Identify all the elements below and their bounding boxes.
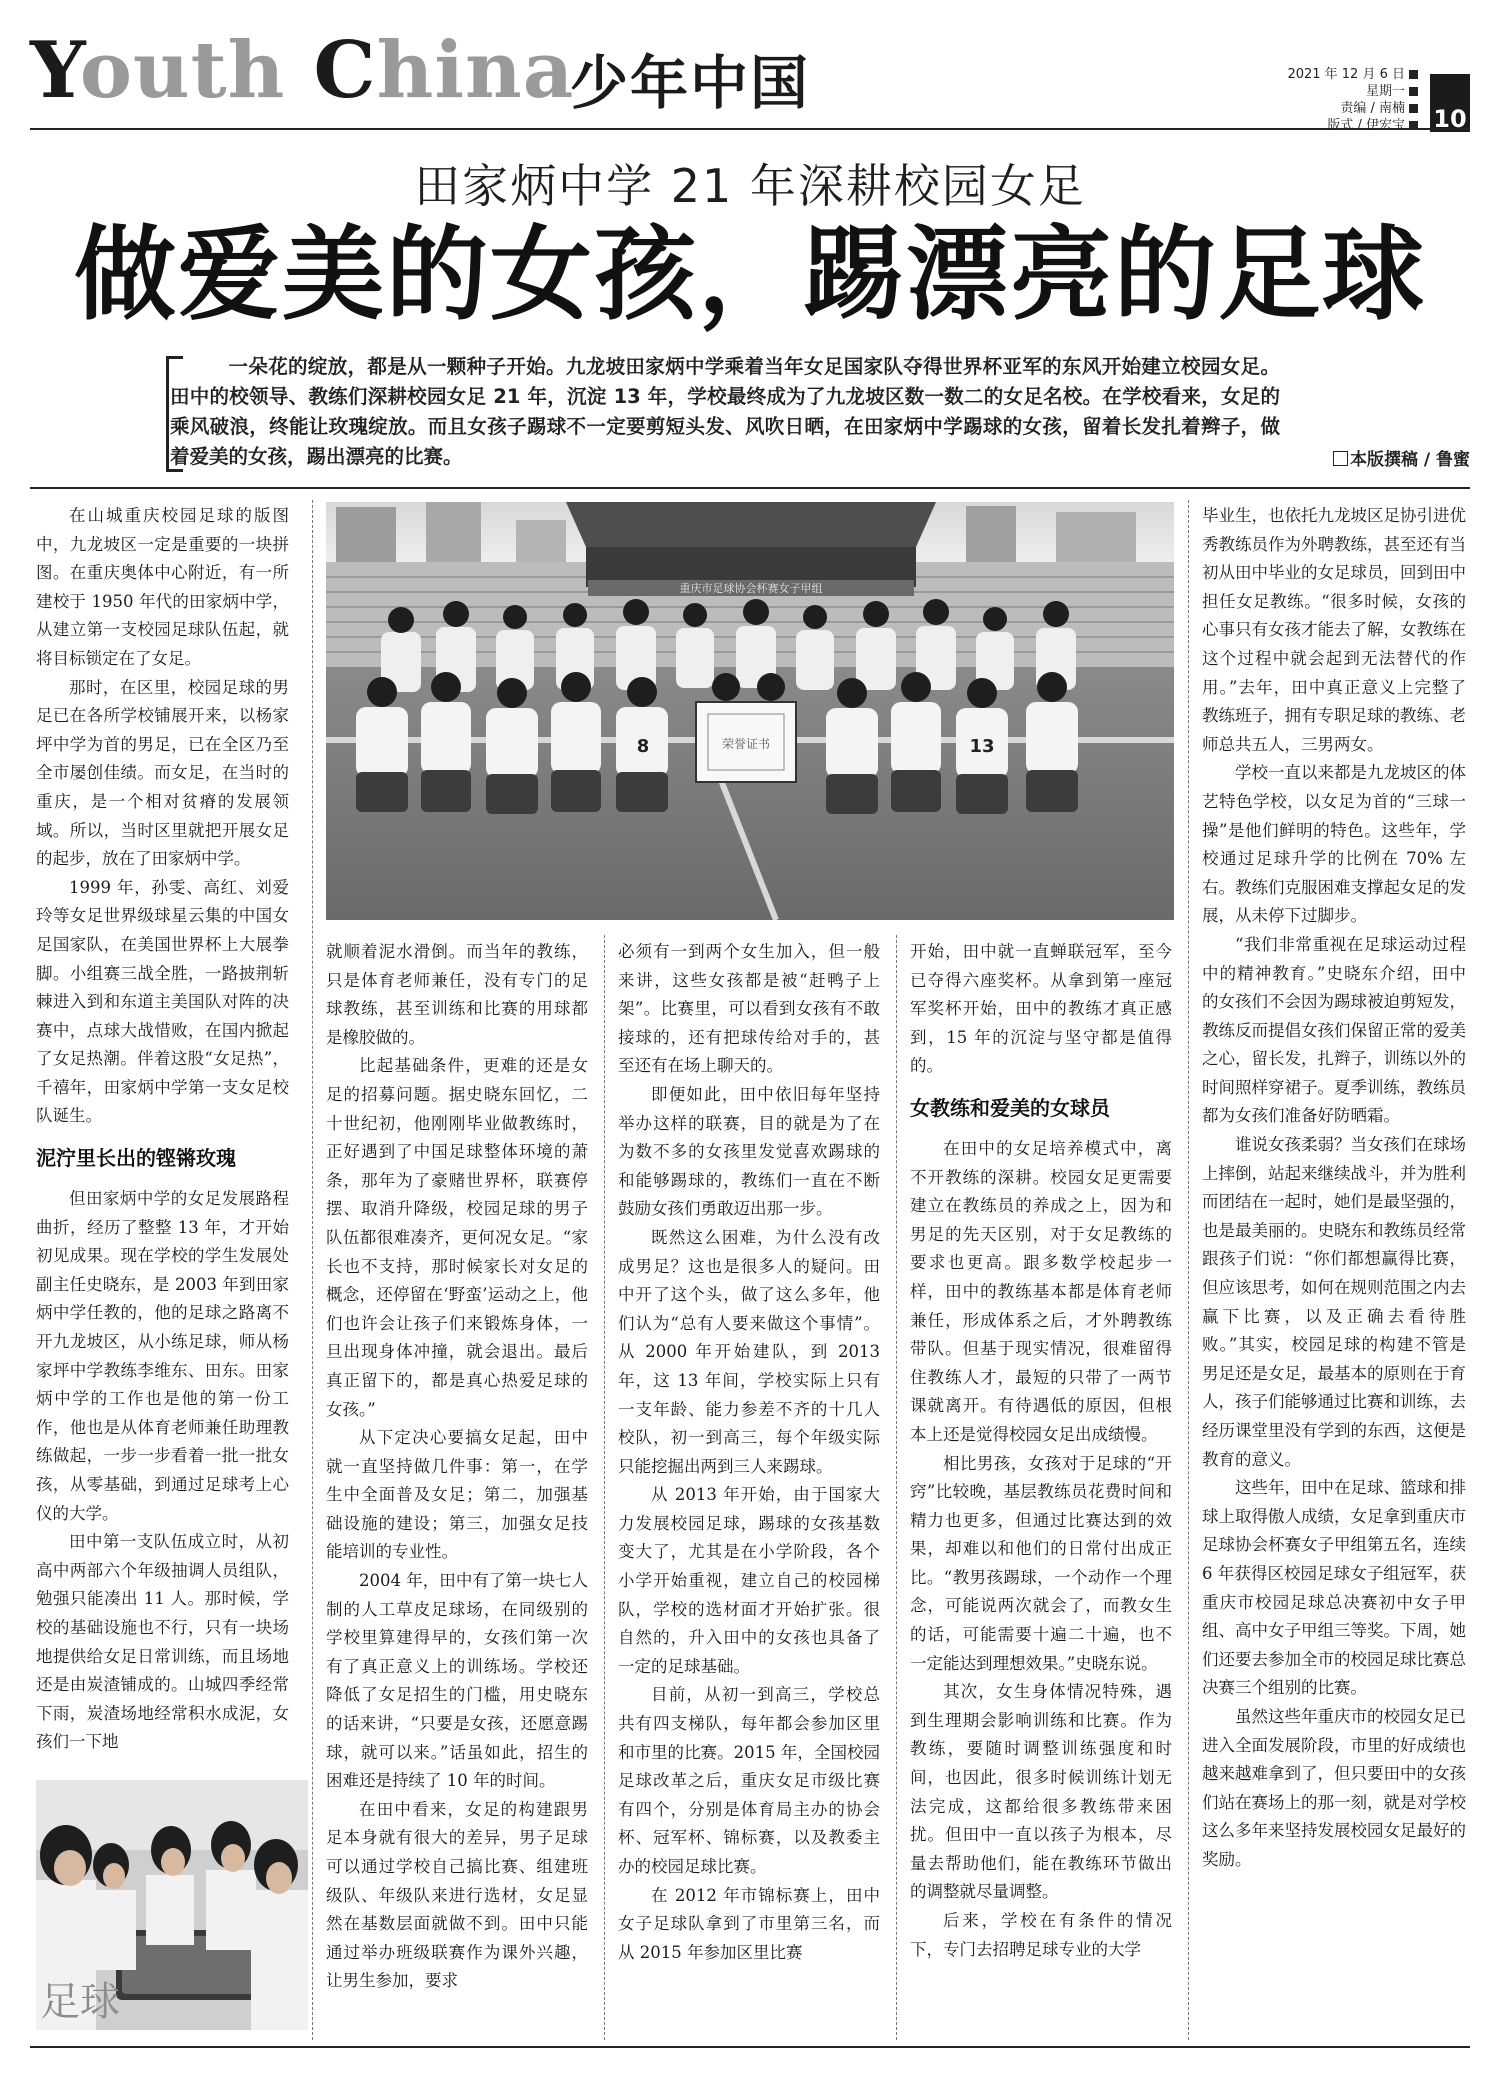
paragraph: 学校一直以来都是九龙坡区的体艺特色学校，以女足为首的“三球一操”是他们鲜明的特色。这些年，学校通过足球升学的比例在 70% 左右。教练们克服困难支撑起女足的发展，从未停下过脚步。: [1202, 763, 1466, 926]
paragraph: 就顺着泥水滑倒。而当年的教练，只是体育老师兼任，没有专门的足球教练，甚至训练和比赛的用球都是橡胶做的。: [326, 942, 588, 1047]
jersey-text: 足球: [40, 1979, 120, 2025]
paragraph: 即便如此，田中依旧每年坚持举办这样的联赛，目的就是为了在为数不多的女孩里发觉喜欢踢球的和能够踢球的，教练们一直在不断鼓励女孩们勇敢迈出那一步。: [618, 1084, 880, 1219]
paragraph: 在田中看来，女足的构建跟男足本身就有很大的差异，男子足球可以通过学校自己搞比赛、组建班级队、年级队来进行选材，女足显然在基数层面就做不到。田中只能通过举办班级联赛作为课外兴趣，让男生参加，要求: [326, 1799, 588, 1991]
column-divider: [604, 935, 605, 2040]
issue-date: 2021 年 12 月 6 日: [1287, 67, 1405, 82]
article-column-2: [326, 938, 588, 2038]
paragraph: 那时，在区里，校园足球的男足已在各所学校铺展开来，以杨家坪中学为首的男足，已在全区乃至全市屡创佳绩。而女足，在当时的重庆，是一个相对贫瘠的发展领域。所以，当时区里就把开展女足的起步，放在了田家炳中学。: [36, 677, 289, 869]
section-heading: 女教练和爱美的女球员: [910, 1095, 1110, 1120]
paragraph: 相比男孩，女孩对于足球的“开窍”比较晚，基层教练员花费时间和精力也更多，但通过比赛达到的效果，却难以和他们的日常付出成正比。“教男孩踢球，一个动作一个理念，可能说两次就会了，而教女生的话，可能需要十遍二十遍，也不一定能达到理想效果。”史晓东说。: [910, 1453, 1172, 1673]
team-photo-image: [326, 502, 1174, 920]
article-column-5: [1202, 502, 1466, 2038]
square-marker-icon: [1409, 70, 1418, 79]
paragraph: 这些年，田中在足球、篮球和排球上取得傲人成绩，女足拿到重庆市足球协会杯赛女子甲组第五名，连续 6 年获得区校园足球女子组冠军，获重庆市校园足球总决赛初中女子甲组、高中女子甲组三等奖。下周，她们还要去参加全市的校园足球比赛总决赛三个组别的比赛。: [1202, 1478, 1466, 1698]
byline: 本版撰稿 / 鲁蜜: [1333, 445, 1470, 470]
column-divider: [312, 500, 313, 2040]
masthead-rule: [30, 128, 1470, 130]
designer-credit: 版式 / 伊宏宝: [1327, 118, 1405, 133]
paragraph: 必须有一到两个女生加入，但一般来讲，这些女孩都是被“赶鸭子上架”。比赛里，可以看到女孩有不敢接球的，还有把球传给对手的，甚至还有在场上聊天的。: [618, 942, 880, 1076]
article-column-1: [36, 502, 289, 1772]
paragraph: 开始，田中就一直蝉联冠军，至今已夺得六座奖杯。从拿到第一座冠军奖杯开始，田中的教练才真正感到，15 年的沉淀与坚守都是值得的。: [910, 942, 1172, 1076]
headline: 做爱美的女孩，踢漂亮的足球: [74, 216, 1426, 335]
section-heading: 泥泞里长出的铿锵玫瑰: [36, 1146, 236, 1171]
column-divider: [1188, 500, 1189, 2040]
stadium-banner: 重庆市足球协会杯赛女子甲组: [679, 582, 823, 595]
training-photo: [36, 1780, 308, 2030]
paragraph: 虽然这些年重庆市的校园女足已进入全面发展阶段，市里的好成绩也越来越难拿到了，但只要田中的女孩们站在赛场上的那一刻，就是对学校这么多年来坚持发展校园女足最好的奖励。: [1202, 1706, 1466, 1869]
subheadline: 田家炳中学 21 年深耕校园女足: [414, 159, 1086, 213]
issue-meta: [1287, 66, 1418, 134]
editor-credit: 责编 / 南楠: [1340, 101, 1405, 116]
brand-logo: Youth China: [30, 25, 575, 116]
brand-chinese-title: 少年中国: [570, 49, 811, 117]
paragraph: 既然这么困难，为什么没有改成男足？这也是很多人的疑问。田中开了这个头，做了这么多年，他们认为“总有人要来做这个事情”。从 2000 年开始建队，到 2013 年，这 13 年间，学校实际上只有一支年龄、能力参差不齐的十几人校队，初一到高三，每个年级实际只能挖掘出两到三人来踢球。: [618, 1227, 880, 1476]
page-number: 10: [1430, 74, 1470, 132]
box-icon: [1333, 451, 1348, 466]
paragraph: 田中第一支队伍成立时，从初高中两部六个年级抽调人员组队，勉强只能凑出 11 人。那时候，学校的基础设施也不行，只有一块场地提供给女足日常训练，而且场地还是由炭渣铺成的。山城四季经常下雨，炭渣场地经常积水成泥，女孩们一下地: [36, 1532, 289, 1752]
jersey-number: 8: [636, 736, 650, 757]
article-column-3: [618, 938, 880, 2038]
article-column-4: [910, 938, 1172, 2038]
paragraph: 在山城重庆校园足球的版图中，九龙坡区一定是重要的一块拼图。在重庆奥体中心附近，有一所建校于 1950 年代的田家炳中学，从建立第一支校园足球队伍起，就将目标锁定在了女足。: [36, 506, 289, 668]
footer-rule: [30, 2046, 1470, 2048]
paragraph: 从 2013 年开始，由于国家大力发展校园足球，踢球的女孩基数变大了，尤其是在小学阶段，各个小学开始重视，建立自己的校园梯队，学校的选材面才开始扩张。很自然的，升入田中的女孩也具备了一定的足球基础。: [618, 1485, 880, 1676]
paragraph: 比起基础条件，更难的还是女足的招募问题。据史晓东回忆，二十世纪初，他刚刚毕业做教练时，正好遇到了中国足球整体环境的萧条，那年为了豪赌世界杯，联赛停摆、取消升降级，校园足球的男子队伍都很难凑齐，更何况女足。“家长也不支持，那时候家长对女足的概念，还停留在‘野蛮’运动之上，他们也许会让孩子们来锻炼身体，一旦出现身体冲撞，就会退出。最后真正留下的，都是真心热爱足球的女孩。”: [326, 1056, 588, 1419]
issue-weekday: 星期一: [1365, 84, 1405, 99]
paragraph: 后来，学校在有条件的情况下，专门去招聘足球专业的大学: [910, 1911, 1172, 1959]
lead-paragraph: 一朵花的绽放，都是从一颗种子开始。九龙坡田家炳中学乘着当年女足国家队夺得世界杯亚军的东风开始建立校园女足。田中的校领导、教练们深耕校园女足 21 年，沉淀 13 年，学校最终成为了九龙坡区数一数二的女足名校。在学校看来，女足的乘风破浪，终能让玫瑰绽放。而且女孩子踢球不一定要剪短头发、风吹日晒，在田家炳中学踢球的女孩，留着长发扎着辫子，做着爱美的女孩，踢出漂亮的比赛。: [170, 355, 1280, 468]
paragraph: 2004 年，田中有了第一块七人制的人工草皮足球场，在同级别的学校里算建得早的，女孩们第一次有了真正意义上的训练场。学校还降低了女足招生的门槛，用史晓东的话来讲，“只要是女孩，还愿意踢球，就可以来。”话虽如此，招生的困难还是持续了 10 年的时间。: [326, 1571, 588, 1791]
lead-rule: [30, 487, 1470, 489]
paragraph: 1999 年，孙雯、高红、刘爱玲等女足世界级球星云集的中国女足国家队，在美国世界杯上大展拳脚。小组赛三战全胜，一路披荆斩棘进入到和东道主美国队对阵的决赛中，点球大战惜败，在国内掀起了女足热潮。伴着这股“女足热”，千禧年，田家炳中学第一支女足校队诞生。: [36, 877, 289, 1126]
paragraph: 谁说女孩柔弱？当女孩们在球场上摔倒，站起来继续战斗，并为胜利而团结在一起时，她们是最坚强的，也是最美丽的。史晓东和教练员经常跟孩子们说：“你们都想赢得比赛，但应该思考，如何在规则范围之内去赢下比赛，以及正确去看待胜败。”其实，校园足球的构建不管是男足还是女足，最基本的原则在于育人，孩子们能够通过比赛和训练，去经历课堂里没有学到的东西，这便是教育的意义。: [1202, 1135, 1466, 1469]
square-marker-icon: [1409, 87, 1418, 96]
paragraph: 目前，从初一到高三，学校总共有四支梯队，每年都会参加区里和市里的比赛。2015 年，全国校园足球改革之后，重庆女足市级比赛有四个，分别是体育局主办的协会杯、冠军杯、锦标赛，以及教委主办的校园足球比赛。: [618, 1685, 880, 1876]
paragraph: 在田中的女足培养模式中，离不开教练的深耕。校园女足更需要建立在教练员的养成之上，因为和男足的先天区别，对于女足教练的要求也更高。跟多数学校起步一样，田中的教练基本都是体育老师兼任，形成体系之后，才外聘教练带队。但基于现实情况，很难留得住教练人才，最短的只带了一两节课就离开。有待遇低的原因，但根本上还是觉得校园女足出成绩慢。: [910, 1138, 1172, 1444]
team-photo: [326, 502, 1174, 920]
paragraph: “我们非常重视在足球运动过程中的精神教育。”史晓东介绍，田中的女孩们不会因为踢球被迫剪短发，教练反而提倡女孩们保留正常的爱美之心，留长发，扎辫子，训练以外的时间照样穿裙子。夏季训练，教练员都为女孩们准备好防晒霜。: [1202, 934, 1466, 1126]
paragraph: 在 2012 年市锦标赛上，田中女子足球队拿到了市里第三名，而从 2015 年参加区里比赛: [618, 1885, 880, 1962]
jersey-number: 13: [969, 736, 995, 757]
paragraph: 从下定决心要搞女足起，田中就一直坚持做几件事：第一，在学生中全面普及女足；第二，加强基础设施的建设；第三，加强女足技能培训的专业性。: [326, 1428, 588, 1562]
column-divider: [896, 935, 897, 2040]
paragraph: 但田家炳中学的女足发展路程曲折，经历了整整 13 年，才开始初见成果。现在学校的学生发展处副主任史晓东，是 2003 年到田家炳中学任教的，他的足球之路离不开九龙坡区，从小练足球，师从杨家坪中学教练李维东、田东。田家炳中学的工作也是他的第一份工作，他也是从体育老师兼任助理教练做起，一步一步看着一批一批女孩，从零基础，到通过足球考上心仪的大学。: [36, 1189, 289, 1523]
paragraph: 毕业生，也依托九龙坡区足协引进优秀教练员作为外聘教练，甚至还有当初从田中毕业的女足球员，回到田中担任女足教练。“很多时候，女孩的心事只有女孩才能去了解，女教练在这个过程中就会起到无法替代的作用。”去年，田中真正意义上完整了教练班子，拥有专职足球的教练、老师总共五人，三男两女。: [1202, 506, 1466, 754]
square-marker-icon: [1409, 104, 1418, 113]
masthead: [30, 25, 1470, 133]
paragraph: 其次，女生身体情况特殊，遇到生理期会影响训练和比赛。作为教练，要随时调整训练强度和时间，也因此，很多时候训练计划无法完成，这都给很多教练带来困扰。但田中一直以孩子为根本，尽量去帮助他们，能在教练环节做出的调整就尽量调整。: [910, 1682, 1172, 1902]
certificate-text: 荣誉证书: [721, 737, 771, 751]
training-photo-image: [36, 1780, 308, 2030]
